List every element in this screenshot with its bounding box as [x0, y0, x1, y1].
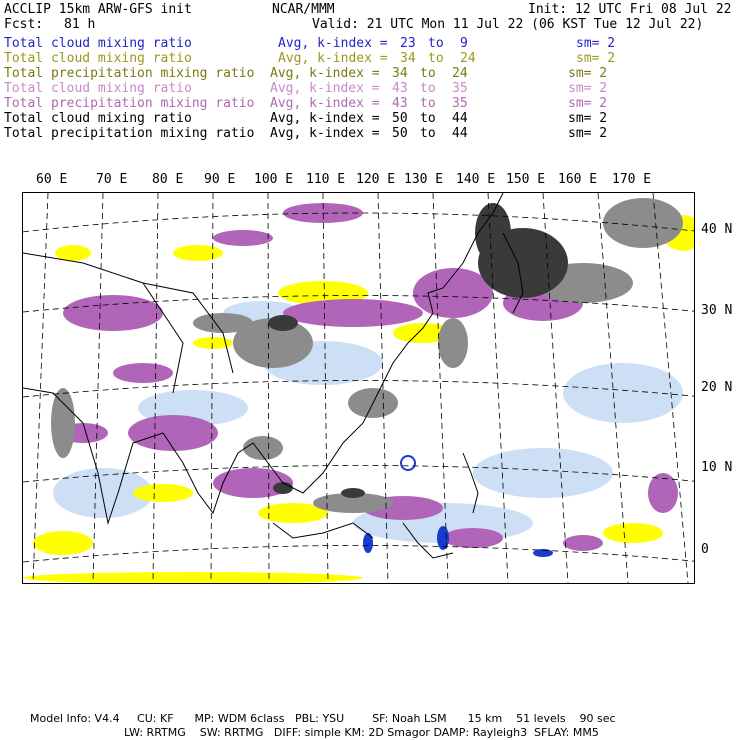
lon-tick-label: 150 E [506, 172, 546, 187]
legend-to: to [420, 111, 436, 126]
lon-tick-label: 170 E [612, 172, 652, 187]
legend-field-name: Total cloud mixing ratio [4, 111, 192, 126]
legend-avg-label: Avg, k-index = [270, 96, 380, 111]
legend-k-to: 44 [452, 126, 468, 141]
legend-k-to: 24 [452, 66, 468, 81]
legend-avg-label: Avg, k-index = [278, 51, 388, 66]
legend-smoothing: sm= 2 [576, 51, 616, 66]
legend-k-to: 9 [460, 36, 468, 51]
lon-tick-label: 110 E [306, 172, 346, 187]
legend-avg-label: Avg, k-index = [278, 36, 388, 51]
map-panel [22, 192, 695, 584]
legend-avg-label: Avg, k-index = [270, 126, 380, 141]
legend-k-to: 35 [452, 96, 468, 111]
legend-to: to [428, 51, 444, 66]
lon-tick-label: 80 E [152, 172, 184, 187]
legend-to: to [428, 36, 444, 51]
legend-k-from: 43 [392, 81, 408, 96]
model-info-line1: Model Info: V4.4 CU: KF MP: WDM 6class PBL: YSU SF: Noah LSM 15 km 51 levels 90 sec [30, 712, 616, 725]
lon-tick-label: 70 E [96, 172, 128, 187]
lat-tick-label: 20 N [701, 380, 733, 395]
legend-k-to: 44 [452, 111, 468, 126]
lat-tick-label: 40 N [701, 222, 733, 237]
legend-field-name: Total cloud mixing ratio [4, 36, 192, 51]
legend-smoothing: sm= 2 [568, 81, 608, 96]
legend-avg-label: Avg, k-index = [270, 111, 380, 126]
valid-time: Valid: 21 UTC Mon 11 Jul 22 (06 KST Tue 12 Jul 22) [312, 17, 704, 32]
legend-smoothing: sm= 2 [568, 126, 608, 141]
legend-field-name: Total cloud mixing ratio [4, 81, 192, 96]
lon-tick-label: 160 E [558, 172, 598, 187]
legend-field-name: Total precipitation mixing ratio [4, 126, 255, 141]
map-canvas [23, 193, 694, 583]
legend-field-name: Total precipitation mixing ratio [4, 66, 255, 81]
chart-title: ACCLIP 15km ARW-GFS init [4, 2, 192, 17]
legend-k-from: 23 [400, 36, 416, 51]
legend-smoothing: sm= 2 [576, 36, 616, 51]
legend-to: to [420, 81, 436, 96]
lon-tick-label: 90 E [204, 172, 236, 187]
legend-k-from: 34 [392, 66, 408, 81]
legend-field-name: Total cloud mixing ratio [4, 51, 192, 66]
lat-tick-label: 30 N [701, 303, 733, 318]
forecast-hours: 81 h [64, 17, 96, 32]
legend-k-from: 50 [392, 126, 408, 141]
lon-tick-label: 100 E [254, 172, 294, 187]
lat-tick-label: 10 N [701, 460, 733, 475]
legend-k-to: 24 [460, 51, 476, 66]
legend-smoothing: sm= 2 [568, 96, 608, 111]
legend-avg-label: Avg, k-index = [270, 66, 380, 81]
lon-tick-label: 130 E [404, 172, 444, 187]
init-time: Init: 12 UTC Fri 08 Jul 22 [528, 2, 732, 17]
legend-to: to [420, 96, 436, 111]
precip-field-layer [23, 198, 694, 583]
model-info-line2: LW: RRTMG SW: RRTMG DIFF: simple KM: 2D Smagor DAMP: Rayleigh3 SFLAY: MM5 [124, 726, 599, 739]
legend-smoothing: sm= 2 [568, 111, 608, 126]
lon-tick-label: 60 E [36, 172, 68, 187]
legend-to: to [420, 126, 436, 141]
center-label: NCAR/MMM [272, 2, 335, 17]
legend-avg-label: Avg, k-index = [270, 81, 380, 96]
legend-k-from: 50 [392, 111, 408, 126]
legend-k-from: 43 [392, 96, 408, 111]
lon-tick-label: 120 E [356, 172, 396, 187]
legend-smoothing: sm= 2 [568, 66, 608, 81]
lon-tick-label: 140 E [456, 172, 496, 187]
legend-k-from: 34 [400, 51, 416, 66]
legend-field-name: Total precipitation mixing ratio [4, 96, 255, 111]
forecast-label: Fcst: [4, 17, 44, 32]
lat-tick-label: 0 [701, 542, 709, 557]
legend-k-to: 35 [452, 81, 468, 96]
legend-to: to [420, 66, 436, 81]
